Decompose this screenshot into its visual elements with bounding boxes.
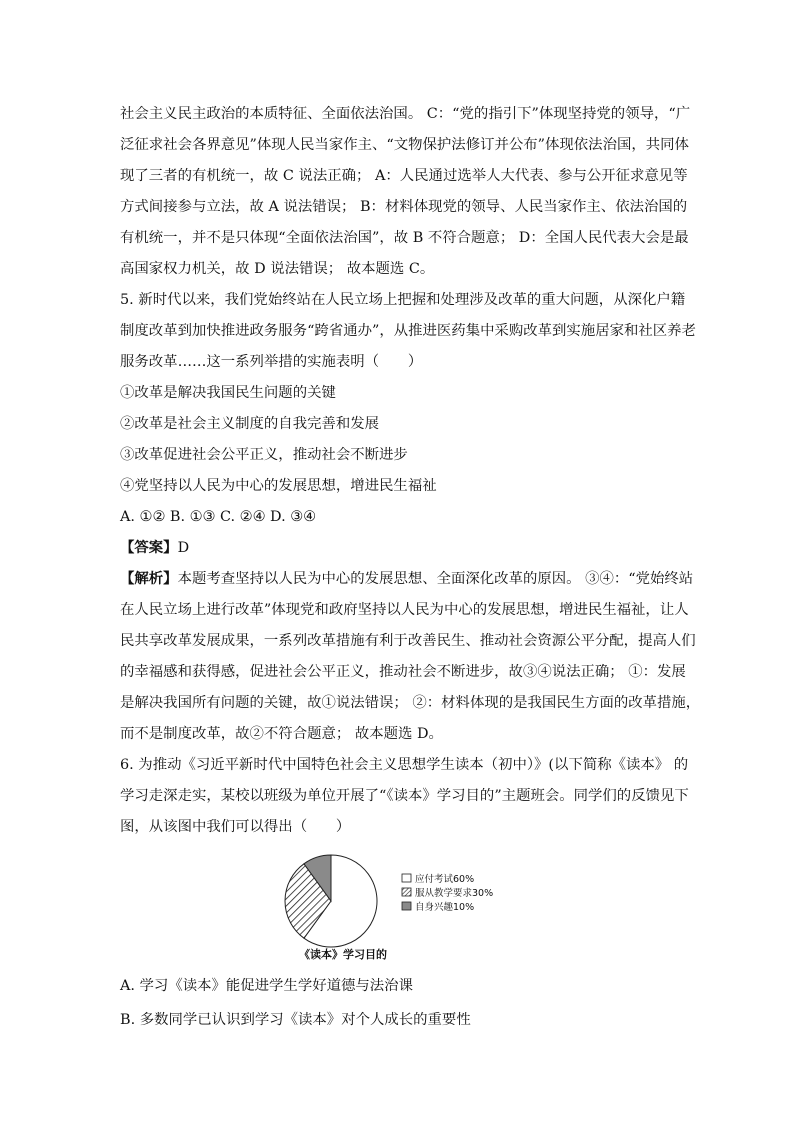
legend-label: 服从教学要求30%: [415, 888, 494, 899]
q5-statement-3: ③改革促进社会公平正义，推动社会不断进步: [120, 447, 408, 463]
pie-slices: [285, 855, 377, 947]
pie-chart: [283, 852, 513, 970]
q5-options: A. ①② B. ①③ C. ②④ D. ③④: [120, 509, 317, 525]
q5-statement-1: ①改革是解决我国民生问题的关键: [120, 385, 336, 401]
q5-statement-2: ②改革是社会主义制度的自我完善和发展: [120, 416, 380, 432]
legend-label: 自身兴趣10%: [415, 902, 475, 913]
q5-stem-line: 5. 新时代以来，我们党始终站在人民立场上把握和处理涉及改革的重大问题，从深化户籍: [120, 292, 686, 308]
q6-option-a: A. 学习《读本》能促进学生学好道德与法治课: [120, 978, 413, 994]
q4-explanation-line: 现了三者的有机统一，故 C 说法正确； A：人民通过选举人大代表、参与公开征求意见等: [120, 168, 688, 184]
q5-analysis-line: [120, 569, 693, 589]
q5-stem-line: 制度改革到加快推进政务服务“跨省通办”，从推进医药集中采购改革到实施居家和社区养老: [120, 323, 696, 339]
q5-stem-line: 服务改革……这一系列举措的实施表明（ ）: [120, 354, 423, 370]
legend-swatch: [402, 888, 411, 896]
q5-analysis-line: 是解决我国所有问题的关键，故①说法错误； ②：材料体现的是我国民生方面的改革措施，: [120, 695, 701, 711]
chart-legend: [402, 873, 493, 913]
legend-swatch: [402, 874, 411, 882]
q6-option-b: B. 多数同学已认识到学习《读本》对个人成长的重要性: [120, 1012, 471, 1028]
analysis-text: 本题考查坚持以人民为中心的发展思想、全面深化改革的原因。 ③④：“党始终站: [177, 571, 694, 587]
q6-stem-line: 6. 为推动《习近平新时代中国特色社会主义思想学生读本（初中）》(以下简称《读本》 的: [120, 757, 689, 773]
q6-stem-line: 学习走深走实，某校以班级为单位开展了“《读本》学习目的”主题班会。同学们的反馈见下: [120, 788, 689, 804]
chart-title: 《读本》学习目的: [299, 948, 387, 961]
legend-label: 应付考试60%: [415, 874, 475, 885]
q5-statement-4: ④党坚持以人民为中心的发展思想，增进民生福祉: [120, 478, 437, 494]
q5-analysis-line: 的幸福感和获得感，促进社会公平正义，推动社会不断进步，故③④说法正确； ①：发展: [120, 664, 686, 680]
answer-value: D: [177, 540, 190, 556]
answer-label: 【答案】: [120, 539, 178, 556]
q5-answer: [120, 538, 189, 558]
q5-analysis-line: 在人民立场上进行改革”体现党和政府坚持以人民为中心的发展思想，增进民生福祉，让人: [120, 602, 689, 618]
q6-stem-line: 图，从该图中我们可以得出（ ）: [120, 819, 351, 835]
analysis-label: 【解析】: [120, 570, 178, 587]
q4-explanation-line: 泛征求社会各界意见”体现人民当家作主、“文物保护法修订并公布”体现依法治国，共同体: [120, 137, 689, 153]
q5-analysis-line: 而不是制度改革，故②不符合题意； 故本题选 D。: [120, 726, 443, 742]
q4-explanation-line: 有机统一，并不是只体现“全面依法治国”，故 B 不符合题意； D：全国人民代表大会是最: [120, 230, 689, 246]
q4-explanation-line: 社会主义民主政治的本质特征、全面依法治国。 C：“党的指引下”体现坚持党的领导，“广: [120, 106, 691, 122]
q4-explanation-line: 方式间接参与立法，故 A 说法错误； B：材料体现党的领导、人民当家作主、依法治国的: [120, 199, 688, 215]
q4-explanation-line: 高国家权力机关，故 D 说法错误； 故本题选 C。: [120, 261, 435, 277]
q5-analysis-line: 民共享改革发展成果，一系列改革措施有利于改善民生、推动社会资源公平分配，提高人们: [120, 633, 696, 649]
legend-swatch: [402, 902, 411, 910]
